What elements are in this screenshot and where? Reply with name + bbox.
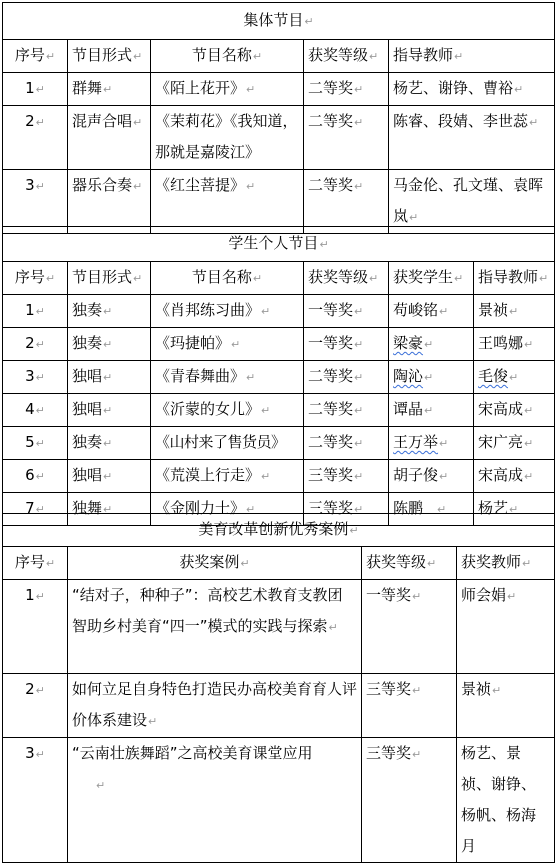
paragraph-mark-icon: ↵ (231, 338, 241, 351)
cell-text: 景祯 (478, 301, 509, 319)
cell-text: 二等奖 (308, 367, 354, 385)
paragraph-mark-icon: ↵ (35, 684, 45, 697)
paragraph-mark-icon: ↵ (354, 437, 364, 450)
cell-text: 二等奖 (308, 433, 354, 451)
cell-text: 杨艺 (478, 499, 509, 517)
table-cell (304, 170, 389, 234)
group-programs-table (2, 2, 555, 234)
table-cell (474, 361, 555, 394)
table-cell (362, 674, 457, 738)
table-cell (68, 106, 151, 170)
cell-text: 获奖等级 (308, 268, 369, 286)
table-cell (68, 580, 362, 674)
cell-text: 二等奖 (308, 79, 354, 97)
paragraph-mark-icon: ↵ (148, 715, 158, 728)
paragraph-mark-icon: ↵ (246, 371, 256, 384)
table-header-row (3, 262, 555, 295)
table-cell (457, 547, 555, 580)
table-cell (457, 674, 555, 738)
cell-text: 节目名称 (191, 46, 252, 64)
cell-text: 如何立足自身特色打造民办高校美育育人评价体系建设 (72, 680, 358, 729)
cell-text: 1 (25, 301, 35, 319)
table-cell (474, 427, 555, 460)
paragraph-mark-icon: ↵ (96, 779, 106, 792)
paragraph-mark-icon: ↵ (454, 50, 464, 63)
paragraph-mark-icon: ↵ (103, 404, 113, 417)
cell-text: 梁豪 (393, 334, 424, 352)
paragraph-mark-icon: ↵ (424, 404, 434, 417)
paragraph-mark-icon: ↵ (354, 338, 364, 351)
paragraph-mark-icon: ↵ (354, 116, 364, 129)
paragraph-mark-icon: ↵ (509, 503, 519, 516)
table-row (3, 460, 555, 493)
cell-text: “云南壮族舞蹈”之高校美育课堂应用 (72, 744, 313, 762)
cell-text: 集体节目 (243, 11, 304, 29)
paragraph-mark-icon: ↵ (240, 557, 250, 570)
cell-text: 《金刚力士》 (155, 499, 246, 517)
paragraph-mark-icon: ↵ (133, 50, 143, 63)
table-cell (389, 460, 474, 493)
table-cell (474, 262, 555, 295)
table-row (3, 394, 555, 427)
table-cell (389, 394, 474, 427)
cell-text: 杨艺、谢铮、曹裕 (393, 79, 514, 97)
paragraph-mark-icon: ↵ (261, 305, 271, 318)
cell-text: 一等奖 (308, 334, 354, 352)
paragraph-mark-icon: ↵ (103, 83, 113, 96)
table-cell (304, 427, 389, 460)
paragraph-mark-icon: ↵ (304, 15, 314, 28)
cell-text: 6 (25, 466, 35, 484)
paragraph-mark-icon: ↵ (522, 557, 532, 570)
paragraph-mark-icon: ↵ (349, 524, 359, 537)
paragraph-mark-icon: ↵ (354, 470, 364, 483)
table-cell (68, 361, 151, 394)
table-cell (3, 547, 68, 580)
paragraph-mark-icon: ↵ (439, 305, 449, 318)
paragraph-mark-icon: ↵ (103, 305, 113, 318)
table-cell (3, 295, 68, 328)
table-row (3, 170, 555, 234)
table-header-row (3, 40, 555, 73)
table-cell (304, 328, 389, 361)
cases-table (2, 513, 555, 863)
table-cell (304, 106, 389, 170)
paragraph-mark-icon: ↵ (509, 305, 519, 318)
table-cell (362, 547, 457, 580)
table-cell (3, 460, 68, 493)
table-cell (389, 170, 555, 234)
cell-text: 景祯 (461, 680, 492, 698)
cell-text: 陈鹏 (393, 499, 424, 517)
cell-text: 获奖教师 (461, 553, 522, 571)
table-cell (3, 674, 68, 738)
table-cell (68, 547, 362, 580)
table-cell (68, 427, 151, 460)
paragraph-mark-icon: ↵ (412, 590, 422, 603)
paragraph-mark-icon: ↵ (427, 557, 437, 570)
cell-text: 陈睿、段婧、李世蕊 (393, 112, 529, 130)
cell-text: 3 (25, 176, 35, 194)
cell-text: 一等奖 (366, 586, 412, 604)
cell-text: 学生个人节目 (228, 234, 319, 252)
table-cell (68, 394, 151, 427)
table-cell (474, 394, 555, 427)
header-cell (151, 40, 304, 73)
paragraph-mark-icon: ↵ (103, 371, 113, 384)
cell-text: 指导教师 (478, 268, 539, 286)
paragraph-mark-icon: ↵ (354, 180, 364, 193)
paragraph-mark-icon: ↵ (354, 371, 364, 384)
paragraph-mark-icon: ↵ (437, 503, 447, 516)
table-cell (68, 295, 151, 328)
paragraph-mark-icon: ↵ (133, 116, 143, 129)
individual-programs-table (2, 226, 555, 526)
table-cell (151, 106, 304, 170)
table-cell (3, 328, 68, 361)
cell-text: 《玛捷帕》 (155, 334, 231, 352)
header-cell (389, 40, 555, 73)
cell-text: 序号 (14, 46, 45, 64)
paragraph-mark-icon: ↵ (246, 503, 256, 516)
cell-text: “结对子，种种子”：高校艺术教育支教团智助乡村美育“四一”模式的实践与探索 (72, 586, 343, 635)
table-cell (68, 674, 362, 738)
cell-text: 独奏 (72, 334, 103, 352)
cell-text: 2 (25, 112, 35, 130)
table-cell (151, 460, 304, 493)
paragraph-mark-icon: ↵ (319, 238, 329, 251)
cell-text: 王鸣娜 (478, 334, 524, 352)
cell-text: 三等奖 (366, 744, 412, 762)
table-cell (457, 738, 555, 863)
paragraph-mark-icon: ↵ (35, 470, 45, 483)
table-cell (389, 295, 474, 328)
table-cell (151, 427, 304, 460)
cell-text: 4 (25, 400, 35, 418)
paragraph-mark-icon: ↵ (133, 180, 143, 193)
table-cell (304, 460, 389, 493)
paragraph-mark-icon: ↵ (507, 590, 517, 603)
cell-text: 二等奖 (308, 112, 354, 130)
cell-text: 独唱 (72, 367, 103, 385)
table-cell (151, 170, 304, 234)
paragraph-mark-icon: ↵ (261, 404, 271, 417)
cell-text: 师会娟 (461, 586, 507, 604)
paragraph-mark-icon: ↵ (45, 557, 56, 570)
paragraph-mark-icon: ↵ (35, 590, 45, 603)
cell-text: 王万举 (393, 433, 439, 451)
paragraph-mark-icon: ↵ (103, 437, 113, 450)
cell-text: 宋高成 (478, 466, 524, 484)
table-cell (474, 295, 555, 328)
paragraph-mark-icon: ↵ (45, 50, 56, 63)
paragraph-mark-icon: ↵ (524, 437, 534, 450)
table-cell (3, 580, 68, 674)
table-cell (362, 738, 457, 863)
table-row (3, 295, 555, 328)
cell-text: 获奖等级 (308, 46, 369, 64)
paragraph-mark-icon: ↵ (328, 621, 338, 634)
table-row (3, 427, 555, 460)
paragraph-mark-icon: ↵ (412, 684, 422, 697)
cell-text: 《红尘菩提》 (155, 176, 246, 194)
cell-text: 3 (25, 744, 35, 762)
table-cell (389, 361, 474, 394)
paragraph-mark-icon: ↵ (354, 503, 364, 516)
table-cell (304, 394, 389, 427)
table-cell (304, 73, 389, 106)
paragraph-mark-icon: ↵ (439, 470, 449, 483)
table-cell (151, 73, 304, 106)
paragraph-mark-icon: ↵ (45, 272, 56, 285)
paragraph-mark-icon: ↵ (35, 180, 45, 193)
cell-text: 节目形式 (72, 268, 133, 286)
cell-text: 马金伦、孔文瑾、袁晖岚 (393, 176, 544, 225)
cell-text: 节目名称 (191, 268, 252, 286)
paragraph-mark-icon: ↵ (35, 83, 45, 96)
paragraph-mark-icon: ↵ (133, 272, 143, 285)
paragraph-mark-icon: ↵ (354, 305, 364, 318)
cell-text: 《茉莉花》《我知道，那就是嘉陵江》 (155, 112, 298, 161)
cell-text: 二等奖 (308, 400, 354, 418)
paragraph-mark-icon: ↵ (529, 116, 539, 129)
table-cell (474, 328, 555, 361)
paragraph-mark-icon: ↵ (424, 371, 434, 384)
cell-text: 1 (25, 79, 35, 97)
paragraph-mark-icon: ↵ (524, 404, 534, 417)
paragraph-mark-icon: ↵ (492, 684, 502, 697)
cell-text: 胡子俊 (393, 466, 439, 484)
table-row (3, 106, 555, 170)
section-title (3, 3, 555, 40)
cell-text: 毛俊 (478, 367, 509, 385)
table-cell (304, 262, 389, 295)
paragraph-mark-icon: ↵ (354, 83, 364, 96)
cell-text: 杨艺、景祯、谢铮、杨帆、杨海月 (461, 744, 537, 855)
cell-text: 器乐合奏 (72, 176, 133, 194)
cell-text: 混声合唱 (72, 112, 133, 130)
cell-text: 指导教师 (393, 46, 454, 64)
table-cell (68, 262, 151, 295)
cell-text: 5 (25, 433, 35, 451)
table-cell (68, 738, 362, 863)
table-cell (389, 328, 474, 361)
table-cell (3, 262, 68, 295)
table-cell (389, 73, 555, 106)
table-cell (3, 394, 68, 427)
table-cell (389, 106, 555, 170)
cell-text: 2 (25, 680, 35, 698)
cell-text: 1 (25, 586, 35, 604)
paragraph-mark-icon: ↵ (35, 305, 45, 318)
table-cell (3, 170, 68, 234)
cell-text: 宋高成 (478, 400, 524, 418)
table-cell (304, 361, 389, 394)
cell-text: 获奖学生 (393, 268, 454, 286)
table-row (3, 674, 555, 738)
header-cell (3, 40, 68, 73)
paragraph-mark-icon: ↵ (103, 503, 113, 516)
cell-text: 《陌上花开》 (155, 79, 246, 97)
table-cell (362, 580, 457, 674)
cell-text: 独舞 (72, 499, 103, 517)
cell-text: 《荒漠上行走》 (155, 466, 261, 484)
cell-text: 一等奖 (308, 301, 354, 319)
table-cell (151, 328, 304, 361)
cell-text: 群舞 (72, 79, 103, 97)
table-cell (3, 427, 68, 460)
header-cell (68, 40, 151, 73)
table-cell (3, 73, 68, 106)
paragraph-mark-icon: ↵ (252, 272, 263, 285)
cell-text: 宋广亮 (478, 433, 524, 451)
paragraph-mark-icon: ↵ (103, 338, 113, 351)
paragraph-mark-icon: ↵ (35, 503, 45, 516)
cell-text: 独唱 (72, 466, 103, 484)
paragraph-mark-icon: ↵ (35, 116, 45, 129)
paragraph-mark-icon: ↵ (454, 272, 464, 285)
paragraph-mark-icon: ↵ (35, 404, 45, 417)
table-cell (389, 427, 474, 460)
paragraph-mark-icon: ↵ (409, 211, 419, 224)
table-row (3, 361, 555, 394)
paragraph-mark-icon: ↵ (539, 272, 549, 285)
cell-text: 《肖邦练习曲》 (155, 301, 261, 319)
cell-text: 苟峻铭 (393, 301, 439, 319)
table-cell (304, 295, 389, 328)
paragraph-mark-icon: ↵ (524, 338, 534, 351)
table-cell (151, 262, 304, 295)
header-cell (304, 40, 389, 73)
cell-text: 美育改革创新优秀案例 (198, 520, 349, 538)
table-cell (68, 73, 151, 106)
paragraph-mark-icon: ↵ (439, 437, 449, 450)
paragraph-mark-icon: ↵ (509, 371, 519, 384)
cell-text: 序号 (14, 553, 45, 571)
table-row (3, 73, 555, 106)
table-cell (3, 738, 68, 863)
table-cell (474, 460, 555, 493)
table-row (3, 580, 555, 674)
section-title (3, 514, 555, 547)
paragraph-mark-icon: ↵ (246, 180, 256, 193)
paragraph-mark-icon: ↵ (424, 338, 434, 351)
paragraph-mark-icon: ↵ (514, 83, 524, 96)
cell-text: 三等奖 (308, 466, 354, 484)
table-header-row (3, 547, 555, 580)
paragraph-mark-icon: ↵ (354, 404, 364, 417)
cell-text: 序号 (14, 268, 45, 286)
table-cell (68, 170, 151, 234)
cell-text: 二等奖 (308, 176, 354, 194)
cell-text: 3 (25, 367, 35, 385)
paragraph-mark-icon: ↵ (35, 371, 45, 384)
cell-text: 三等奖 (366, 680, 412, 698)
table-cell (389, 262, 474, 295)
table-cell (151, 295, 304, 328)
cell-text: 独奏 (72, 301, 103, 319)
cell-text: 7 (25, 499, 35, 517)
paragraph-mark-icon: ↵ (524, 470, 534, 483)
cell-text: 节目形式 (72, 46, 133, 64)
table-row (3, 328, 555, 361)
cell-text: 陶沁 (393, 367, 424, 385)
paragraph-mark-icon: ↵ (369, 272, 379, 285)
table-cell (68, 460, 151, 493)
table-cell (3, 106, 68, 170)
cell-text: 独唱 (72, 400, 103, 418)
paragraph-mark-icon: ↵ (103, 470, 113, 483)
cell-text: 独奏 (72, 433, 103, 451)
table-cell (457, 580, 555, 674)
cell-text: 三等奖 (308, 499, 354, 517)
section-title (3, 227, 555, 262)
table-cell (151, 394, 304, 427)
table-cell (68, 328, 151, 361)
table-cell (151, 361, 304, 394)
cell-text: 《青春舞曲》 (155, 367, 246, 385)
paragraph-mark-icon: ↵ (369, 50, 379, 63)
cell-text: 2 (25, 334, 35, 352)
table-cell (3, 361, 68, 394)
paragraph-mark-icon: ↵ (252, 50, 263, 63)
table-row (3, 738, 555, 863)
paragraph-mark-icon: ↵ (412, 748, 422, 761)
paragraph-mark-icon: ↵ (246, 83, 256, 96)
paragraph-mark-icon: ↵ (261, 470, 271, 483)
cell-text: 谭晶 (393, 400, 424, 418)
cell-text: 《山村来了售货员》 (155, 433, 286, 451)
cell-text: 获奖等级 (366, 553, 427, 571)
cell-text: 《沂蒙的女儿》 (155, 400, 261, 418)
paragraph-mark-icon: ↵ (35, 437, 45, 450)
paragraph-mark-icon: ↵ (35, 338, 45, 351)
paragraph-mark-icon: ↵ (35, 748, 45, 761)
cell-text: 获奖案例 (179, 553, 240, 571)
